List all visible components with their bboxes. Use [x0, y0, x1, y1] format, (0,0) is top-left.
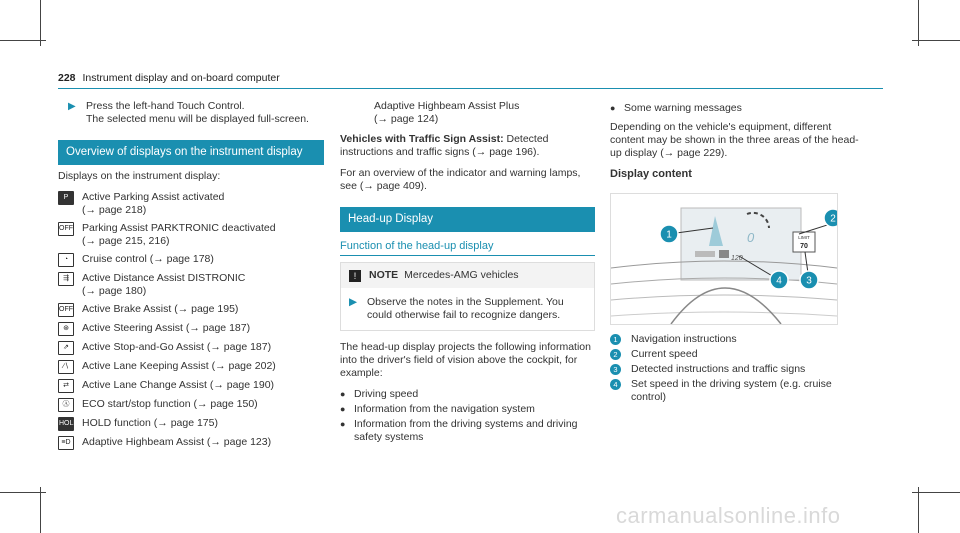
legend-item: [610, 378, 865, 404]
indicator-text: [82, 360, 324, 374]
list-item: [340, 418, 595, 444]
watermark: carmanualsonline.info: [616, 503, 841, 528]
legend-item: [610, 333, 865, 346]
indicator-label: Active Lane Keeping Assist (→ page 202): [82, 360, 276, 372]
callout-label: 1: [666, 229, 672, 241]
figure-callout: [800, 271, 818, 289]
overview-text: For an overview of the indicator and warning lamps, see (→ page 409).: [340, 167, 581, 192]
highbeam-assist-icon: ≡D: [58, 436, 74, 450]
traffic-sign-paragraph: [340, 133, 595, 159]
legend-item: [610, 363, 865, 376]
indicator-text: [82, 417, 324, 431]
hud-body-text: The head-up display projects the following information into the driver's field of vision above the cockpit, for example:: [340, 341, 591, 379]
subsection-title: Function of the head-up display: [340, 240, 595, 256]
bullet-icon: ●: [610, 103, 616, 113]
crop-mark: [0, 492, 46, 493]
traffic-sign-lead: Vehicles with Traffic Sign Assist:: [340, 133, 504, 145]
indicator-row: [58, 341, 324, 355]
eco-start-stop-icon: Ⓐ: [58, 398, 74, 412]
indicator-text: [82, 272, 324, 298]
step-line: The selected menu will be displayed full-screen.: [86, 113, 309, 125]
running-header: [58, 72, 280, 84]
brake-assist-off-icon: OFF: [58, 303, 74, 317]
indicator-label: ECO start/stop function (→ page 150): [82, 398, 258, 410]
legend-text: Navigation instructions: [631, 333, 737, 345]
indicator-text: [82, 222, 324, 248]
intro-text: Displays on the instrument display:: [58, 170, 221, 182]
bullet-icon: ●: [340, 389, 346, 399]
stop-and-go-icon: ⇗: [58, 341, 74, 355]
crop-mark: [918, 487, 919, 533]
step-arrow-icon: ▶: [349, 296, 358, 308]
parking-assist-icon: P: [58, 191, 74, 205]
crop-mark: [912, 492, 960, 493]
indicator-row: [58, 379, 324, 393]
indicator-text: [82, 191, 324, 217]
hold-icon: HOLD: [58, 417, 74, 431]
indicator-label: HOLD function (→ page 175): [82, 417, 218, 429]
indicator-row: [58, 436, 324, 450]
distronic-icon: ⇶: [58, 272, 74, 286]
callout-label: 3: [806, 275, 812, 287]
crop-mark: [40, 487, 41, 533]
indicator-row: [58, 253, 324, 267]
speed-limit-sign-value: 70: [800, 243, 808, 250]
hud-bullet-list: [340, 388, 595, 444]
column-middle: [340, 100, 595, 446]
figure-heading: Display content: [610, 168, 692, 180]
bullet-icon: ●: [340, 419, 346, 429]
legend-item: [610, 348, 865, 361]
content-text: Depending on the vehicle's equipment, different content may be shown in the three areas of the head-up display (→ page 229).: [610, 121, 859, 159]
indicator-ref: (→ page 215, 216): [82, 235, 170, 247]
note-title: Mercedes-AMG vehicles: [404, 269, 519, 281]
callout-number-icon: 3: [610, 364, 621, 375]
indicator-text: [82, 341, 324, 355]
cruise-control-icon: ◔: [58, 253, 74, 267]
note-body: [341, 288, 594, 330]
legend-text: Set speed in the driving system (e.g. cruise control): [631, 378, 832, 403]
svg-text:0: 0: [747, 230, 755, 245]
indicator-row: [58, 417, 324, 431]
indicator-row: [58, 398, 324, 412]
note-box: [340, 262, 595, 331]
list-item: [610, 102, 865, 115]
speed-limit-sign-top: LIMIT: [798, 235, 810, 240]
indicator-text: [82, 303, 324, 317]
figure-callout: [824, 209, 837, 227]
indicator-text: [82, 379, 324, 393]
callout-label: 2: [830, 213, 836, 225]
indicator-row: [58, 222, 324, 248]
indicator-label: Parking Assist PARKTRONIC deactivated: [82, 222, 276, 234]
warning-icon: !: [349, 270, 361, 282]
bullet-icon: ●: [340, 404, 346, 414]
legend-text: Current speed: [631, 348, 698, 360]
indicator-row: [58, 191, 324, 217]
bullet-text: Information from the driving systems and driving safety systems: [354, 418, 578, 443]
section-band: Overview of displays on the instrument display: [58, 140, 324, 165]
crop-mark: [912, 40, 960, 41]
bullet-text: Driving speed: [354, 388, 419, 400]
indicator-ref: (→ page 218): [82, 204, 147, 216]
lane-keeping-icon: ∕∖: [58, 360, 74, 374]
indicator-text: [82, 398, 324, 412]
callout-number-icon: 4: [610, 379, 621, 390]
indicator-text: [82, 436, 324, 450]
bullet-text: Information from the navigation system: [354, 403, 535, 415]
bullet-text: Some warning messages: [624, 102, 742, 114]
column-left: [58, 100, 324, 455]
indicator-text: [82, 322, 324, 336]
note-label: NOTE: [369, 269, 399, 281]
indicator-text: [82, 253, 324, 267]
list-item: [340, 403, 595, 416]
hud-figure: [610, 193, 838, 325]
parktronic-off-icon: OFF: [58, 222, 74, 236]
instruction-step: [68, 100, 324, 126]
column-right: [610, 100, 865, 406]
figure-callout: [770, 271, 788, 289]
indicator-label: Active Brake Assist (→ page 195): [82, 303, 239, 315]
lane-change-icon: ⇄: [58, 379, 74, 393]
note-header: [341, 263, 594, 288]
list-item: [340, 388, 595, 401]
indicator-row: [58, 303, 324, 317]
callout-number-icon: 1: [610, 334, 621, 345]
figure-callout: [660, 225, 678, 243]
callout-label: 4: [776, 275, 782, 287]
indicator-label: Cruise control (→ page 178): [82, 253, 214, 265]
indicator-row: [58, 360, 324, 374]
crop-mark: [0, 40, 46, 41]
legend-text: Detected instructions and traffic signs: [631, 363, 806, 375]
note-text: Observe the notes in the Supplement. You could otherwise fail to recognize dangers.: [367, 296, 564, 321]
step-arrow-icon: ▶: [68, 101, 76, 112]
continued-text: Adaptive Highbeam Assist Plus: [374, 100, 520, 112]
steering-assist-icon: ⊛: [58, 322, 74, 336]
step-line: Press the left-hand Touch Control.: [86, 100, 245, 112]
header-rule: [58, 88, 883, 89]
page-number: 228: [58, 72, 76, 84]
callout-number-icon: 2: [610, 349, 621, 360]
indicator-label: Active Stop-and-Go Assist (→ page 187): [82, 341, 272, 353]
hud-illustration: [611, 194, 837, 324]
indicator-ref: (→ page 180): [82, 285, 147, 297]
indicator-label: Active Distance Assist DISTRONIC: [82, 272, 246, 284]
indicator-row: [58, 272, 324, 298]
indicator-list: [58, 191, 324, 450]
indicator-label: Active Parking Assist activated: [82, 191, 225, 203]
traffic-sign-text: Detected instructions and traffic signs (→ page 196).: [340, 133, 549, 158]
indicator-label: Active Steering Assist (→ page 187): [82, 322, 251, 334]
set-speed-label: 120: [731, 255, 743, 262]
indicator-label: Adaptive Highbeam Assist (→ page 123): [82, 436, 272, 448]
figure-legend: [610, 333, 865, 404]
continued-ref: (→ page 124): [374, 113, 439, 125]
section-band: Head-up Display: [340, 207, 595, 232]
indicator-row: [58, 322, 324, 336]
section-title: Instrument display and on-board computer: [82, 72, 280, 84]
indicator-label: Active Lane Change Assist (→ page 190): [82, 379, 275, 391]
